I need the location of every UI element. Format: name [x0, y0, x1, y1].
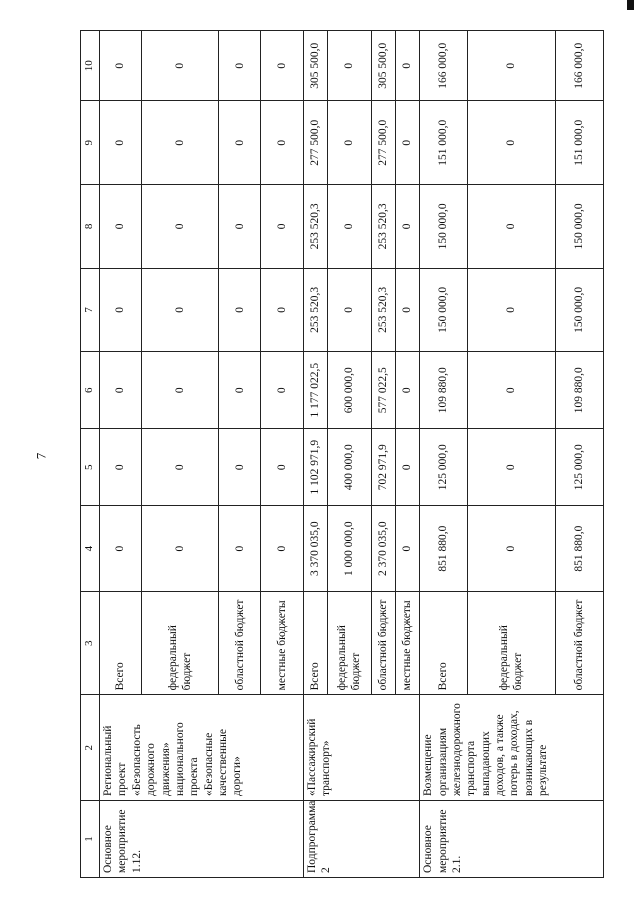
value-cell: 0	[219, 31, 261, 101]
value-cell: 0	[396, 352, 420, 429]
value-cell: 253 520,3	[303, 268, 327, 352]
value-cell: 150 000,0	[555, 185, 603, 269]
table-row	[420, 31, 468, 878]
value-cell: 0	[396, 506, 420, 592]
value-cell: 1 000 000,0	[327, 506, 371, 592]
value-cell: 0	[396, 185, 420, 269]
value-cell: 150 000,0	[555, 268, 603, 352]
value-cell: 305 500,0	[303, 31, 327, 101]
value-cell: 0	[261, 31, 303, 101]
value-cell: 0	[468, 31, 556, 101]
value-cell: 0	[100, 185, 142, 269]
value-cell: 0	[468, 429, 556, 506]
column-number: 7	[81, 268, 100, 352]
value-cell: 851 880,0	[420, 506, 468, 592]
column-number: 10	[81, 31, 100, 101]
funding-source: местные бюджеты	[396, 592, 420, 695]
value-cell: 400 000,0	[327, 429, 371, 506]
value-cell: 0	[142, 268, 219, 352]
value-cell: 0	[100, 506, 142, 592]
value-cell: 0	[219, 506, 261, 592]
value-cell: 1 177 022,5	[303, 352, 327, 429]
value-cell: 1 102 971,9	[303, 429, 327, 506]
funding-source: местные бюджеты	[261, 592, 303, 695]
value-cell: 0	[142, 185, 219, 269]
value-cell: 0	[219, 268, 261, 352]
column-number: 9	[81, 101, 100, 185]
page-number: 7	[33, 452, 49, 460]
subprogram-title: «Пассажирский транспорт»	[303, 695, 419, 801]
value-cell: 600 000,0	[327, 352, 371, 429]
value-cell: 0	[100, 268, 142, 352]
value-cell: 0	[396, 101, 420, 185]
column-number: 6	[81, 352, 100, 429]
value-cell: 0	[219, 101, 261, 185]
value-cell: 277 500,0	[371, 101, 395, 185]
measure-title: Возмещение организациям железнодорожного транспорта выпадающих доходов, а также потерь в доходах, возникающих в результате	[420, 695, 604, 801]
value-cell: 0	[261, 268, 303, 352]
table-row	[100, 31, 142, 878]
value-cell: 109 880,0	[420, 352, 468, 429]
value-cell: 0	[219, 185, 261, 269]
value-cell: 109 880,0	[555, 352, 603, 429]
value-cell: 0	[100, 429, 142, 506]
measure-code: Основное мероприятие 2.1.	[420, 801, 604, 878]
value-cell: 0	[261, 352, 303, 429]
funding-source: областной бюджет	[555, 592, 603, 695]
value-cell: 0	[142, 31, 219, 101]
value-cell: 0	[100, 31, 142, 101]
column-number-row	[81, 31, 100, 878]
funding-source: федеральный бюджет	[327, 592, 371, 695]
value-cell: 702 971,9	[371, 429, 395, 506]
column-number: 4	[81, 506, 100, 592]
budget-table	[80, 30, 604, 878]
budget-table-container	[80, 30, 604, 878]
value-cell: 0	[396, 429, 420, 506]
measure-code: Основное мероприятие 1.12.	[100, 801, 304, 878]
value-cell: 2 370 035,0	[371, 506, 395, 592]
value-cell: 253 520,3	[371, 185, 395, 269]
value-cell: 253 520,3	[371, 268, 395, 352]
table-row	[303, 31, 327, 878]
value-cell: 0	[327, 185, 371, 269]
value-cell: 166 000,0	[420, 31, 468, 101]
column-number: 2	[81, 695, 100, 801]
value-cell: 0	[327, 268, 371, 352]
value-cell: 0	[468, 506, 556, 592]
value-cell: 0	[261, 185, 303, 269]
funding-source: областной бюджет	[371, 592, 395, 695]
measure-title: Региональный проект «Безопасность дорожного движения» национального проекта «Безопасные качественные дороги»	[100, 695, 304, 801]
value-cell: 125 000,0	[420, 429, 468, 506]
value-cell: 0	[100, 101, 142, 185]
value-cell: 0	[261, 429, 303, 506]
value-cell: 0	[261, 101, 303, 185]
value-cell: 0	[261, 506, 303, 592]
column-number: 5	[81, 429, 100, 506]
value-cell: 0	[327, 31, 371, 101]
column-number: 3	[81, 592, 100, 695]
value-cell: 151 000,0	[555, 101, 603, 185]
funding-source: Всего	[420, 592, 468, 695]
value-cell: 0	[142, 429, 219, 506]
value-cell: 0	[396, 31, 420, 101]
value-cell: 0	[219, 429, 261, 506]
value-cell: 0	[396, 268, 420, 352]
column-number: 8	[81, 185, 100, 269]
value-cell: 0	[142, 352, 219, 429]
value-cell: 0	[468, 352, 556, 429]
value-cell: 305 500,0	[371, 31, 395, 101]
funding-source: областной бюджет	[219, 592, 261, 695]
value-cell: 851 880,0	[555, 506, 603, 592]
subprogram-code: Подпрограмма 2	[303, 801, 419, 878]
value-cell: 151 000,0	[420, 101, 468, 185]
value-cell: 277 500,0	[303, 101, 327, 185]
rotated-table-frame	[80, 30, 604, 878]
value-cell: 3 370 035,0	[303, 506, 327, 592]
value-cell: 150 000,0	[420, 268, 468, 352]
funding-source: федеральный бюджет	[468, 592, 556, 695]
value-cell: 125 000,0	[555, 429, 603, 506]
value-cell: 150 000,0	[420, 185, 468, 269]
value-cell: 253 520,3	[303, 185, 327, 269]
value-cell: 0	[100, 352, 142, 429]
funding-source: Всего	[303, 592, 327, 695]
value-cell: 0	[327, 101, 371, 185]
value-cell: 0	[219, 352, 261, 429]
value-cell: 0	[468, 101, 556, 185]
funding-source: федеральный бюджет	[142, 592, 219, 695]
value-cell: 166 000,0	[555, 31, 603, 101]
value-cell: 0	[468, 268, 556, 352]
value-cell: 0	[468, 185, 556, 269]
value-cell: 0	[142, 101, 219, 185]
scan-edge-mark	[627, 0, 634, 10]
value-cell: 577 022,5	[371, 352, 395, 429]
funding-source: Всего	[100, 592, 142, 695]
column-number: 1	[81, 801, 100, 878]
value-cell: 0	[142, 506, 219, 592]
